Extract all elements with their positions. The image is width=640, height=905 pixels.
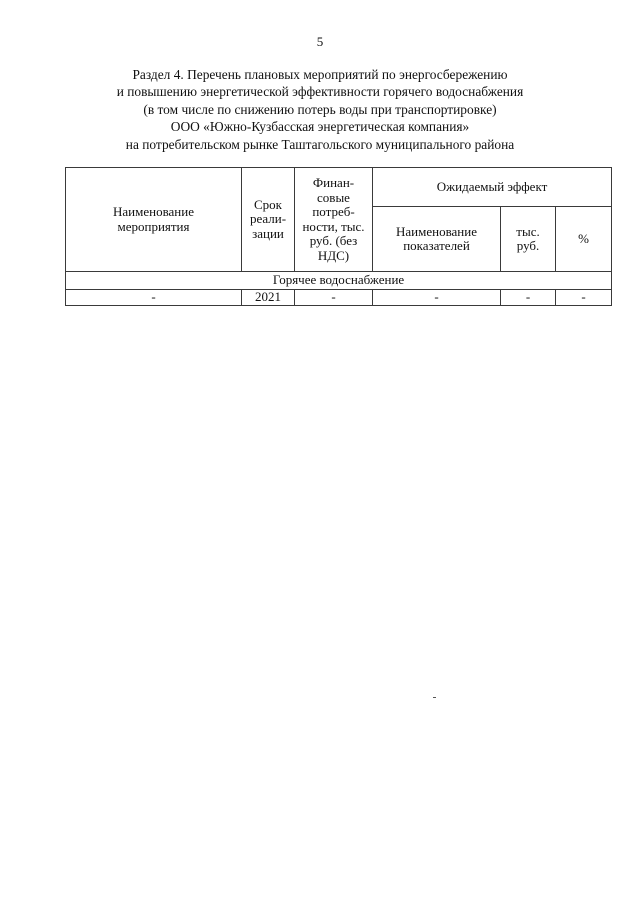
heading-line-4: ООО «Южно-Кузбасская энергетическая компания»: [170, 119, 470, 135]
header-expected-effect: Ожидаемый эффект: [373, 168, 612, 207]
section-heading: [60, 66, 580, 153]
header-percent: %: [556, 207, 612, 272]
table-header-row: [66, 168, 612, 207]
cell-finance: -: [295, 290, 373, 306]
cell-percent: -: [556, 290, 612, 306]
heading-line-3: (в том числе по снижению потерь воды при транспортировке): [143, 101, 497, 117]
header-finance: Финан-совые потреб-ности, тыс. руб. (без НДС): [295, 168, 373, 272]
page-number: 5: [316, 34, 324, 49]
cell-rub: -: [501, 290, 556, 306]
header-name: Наименование мероприятия: [66, 168, 242, 272]
section-title: Горячее водоснабжение: [66, 272, 612, 290]
header-rub: тыс. руб.: [501, 207, 556, 272]
header-term: Срок реали-зации: [242, 168, 295, 272]
measures-table: [65, 167, 612, 306]
table-row: [66, 290, 612, 306]
heading-line-1: Раздел 4. Перечень плановых мероприятий по энергосбережению: [132, 67, 508, 82]
cell-indicators: -: [373, 290, 501, 306]
cell-term: 2021: [242, 290, 295, 306]
stray-mark: [433, 697, 436, 698]
heading-line-2: и повышению энергетической эффективности горячего водоснабжения: [116, 84, 524, 100]
header-indicators: Наименование показателей: [373, 207, 501, 272]
heading-line-5: на потребительском рынке Таштагольского муниципального района: [125, 136, 515, 152]
cell-name: -: [66, 290, 242, 306]
table-section-row: [66, 272, 612, 290]
